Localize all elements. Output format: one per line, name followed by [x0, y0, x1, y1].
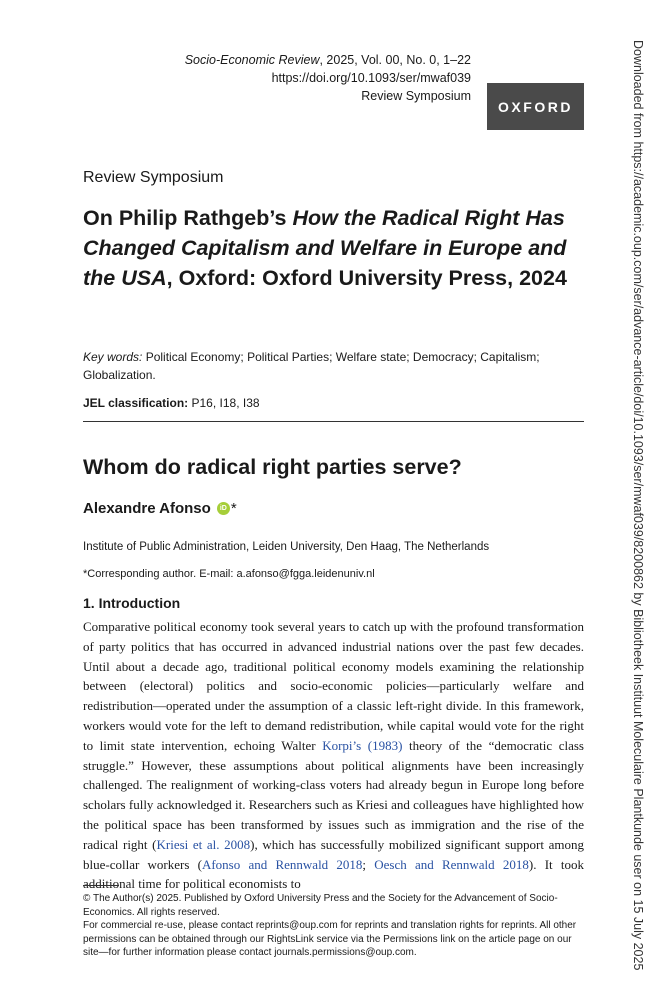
citation-kriesi[interactable]: Kriesi et al. 2008: [156, 836, 251, 852]
review-title: [83, 203, 583, 293]
journal-header: [185, 51, 471, 105]
copyright-footer: [83, 892, 584, 960]
keywords: [83, 348, 583, 384]
jel-classification: [83, 396, 260, 410]
review-title-part-1: On Philip Rathgeb’s: [83, 206, 293, 230]
citation-oesch-rennwald[interactable]: Oesch and Rennwald 2018: [374, 856, 529, 872]
body-text-1: Comparative political economy took several years to catch up with the profound transformation of party politics that has occurred in advanced industrial nations over the past few decades. Until about a decade ago, traditional political economy models examining the relationship between (electoral) politics and socio-economic policies—particularly welfare and redistribution—operated under the assumption of a classic left-right divide. In this framework, workers would vote for the left to demand redistribution, while capital would vote for the right to limit state intervention, echoing Walter: [83, 619, 584, 753]
author-name[interactable]: Alexandre Afonso: [83, 500, 211, 517]
copyright-notice: © The Author(s) 2025. Published by Oxford University Press and the Society for the Advancement of Socio-Economics. All rights reserved.: [83, 893, 558, 918]
section-label: Review Symposium: [83, 169, 224, 186]
oxford-logo: OXFORD: [487, 83, 584, 130]
journal-name: Socio-Economic Review: [184, 53, 320, 67]
book-title: How the Radical Right Has Changed Capitalism and Welfare in Europe and the USA: [83, 206, 567, 290]
doi-link[interactable]: https://doi.org/10.1093/ser/mwaf039: [271, 71, 471, 85]
journal-citation: [185, 51, 471, 69]
jel-codes: P16, I18, I38: [188, 396, 260, 410]
footnote-rule: [83, 885, 119, 886]
body-text-4: ;: [362, 856, 375, 872]
body-text-5: ). It took additional time for political economists to: [83, 856, 584, 892]
corresponding-marker: *: [230, 500, 237, 517]
citation-afonso-rennwald[interactable]: Afonso and Rennwald 2018: [201, 856, 363, 872]
divider: [83, 421, 584, 422]
orcid-icon[interactable]: iD: [217, 502, 230, 515]
citation-korpi[interactable]: Korpi’s (1983): [322, 737, 403, 753]
section-heading-introduction: 1. Introduction: [83, 595, 181, 611]
header-section: Review Symposium: [361, 89, 471, 103]
download-watermark: Downloaded from https://academic.oup.com/ser/advance-article/doi/10.1093/ser/mwaf039/8200862 by Bibliotheek Instituut Moleculaire Plantkunde user on 15 July 2025: [631, 40, 645, 971]
keywords-label: Key words:: [83, 350, 143, 364]
body-text-3: ), which has successfully mobilized significant support among blue-collar workers (: [83, 836, 584, 872]
corresponding-author: *Corresponding author. E-mail: a.afonso@fgga.leidenuniv.nl: [83, 568, 375, 580]
introduction-paragraph: [83, 617, 584, 894]
article-title: Whom do radical right parties serve?: [83, 455, 462, 479]
author-line: [83, 500, 237, 517]
affiliation: Institute of Public Administration, Leiden University, Den Haag, The Netherlands: [83, 541, 490, 553]
review-title-part-2: , Oxford: Oxford University Press, 2024: [166, 266, 567, 290]
permissions-notice: For commercial re-use, please contact reprints@oup.com for reprints and translation rights for reprints. All other permissions can be obtained through our RightsLink service via the Permissions link on the article page on our site—for further information please contact journals.permissions@oup.com.: [83, 920, 577, 959]
jel-label: JEL classification:: [83, 396, 189, 410]
keywords-text: Political Economy; Political Parties; Welfare state; Democracy; Capitalism; Globalization.: [83, 350, 540, 382]
body-text-2: theory of the “democratic class struggle.” However, these assumptions about political alignments have been increasingly challenged. The realignment of working-class voters had already begun in Europe long before scholars fully acknowledged it. Researchers such as Kriesi and colleagues have highlighted how the political space has been transformed by issues such as immigration and the rise of the radical right (: [83, 737, 584, 852]
journal-volume: , 2025, Vol. 00, No. 0, 1–22: [319, 53, 471, 67]
